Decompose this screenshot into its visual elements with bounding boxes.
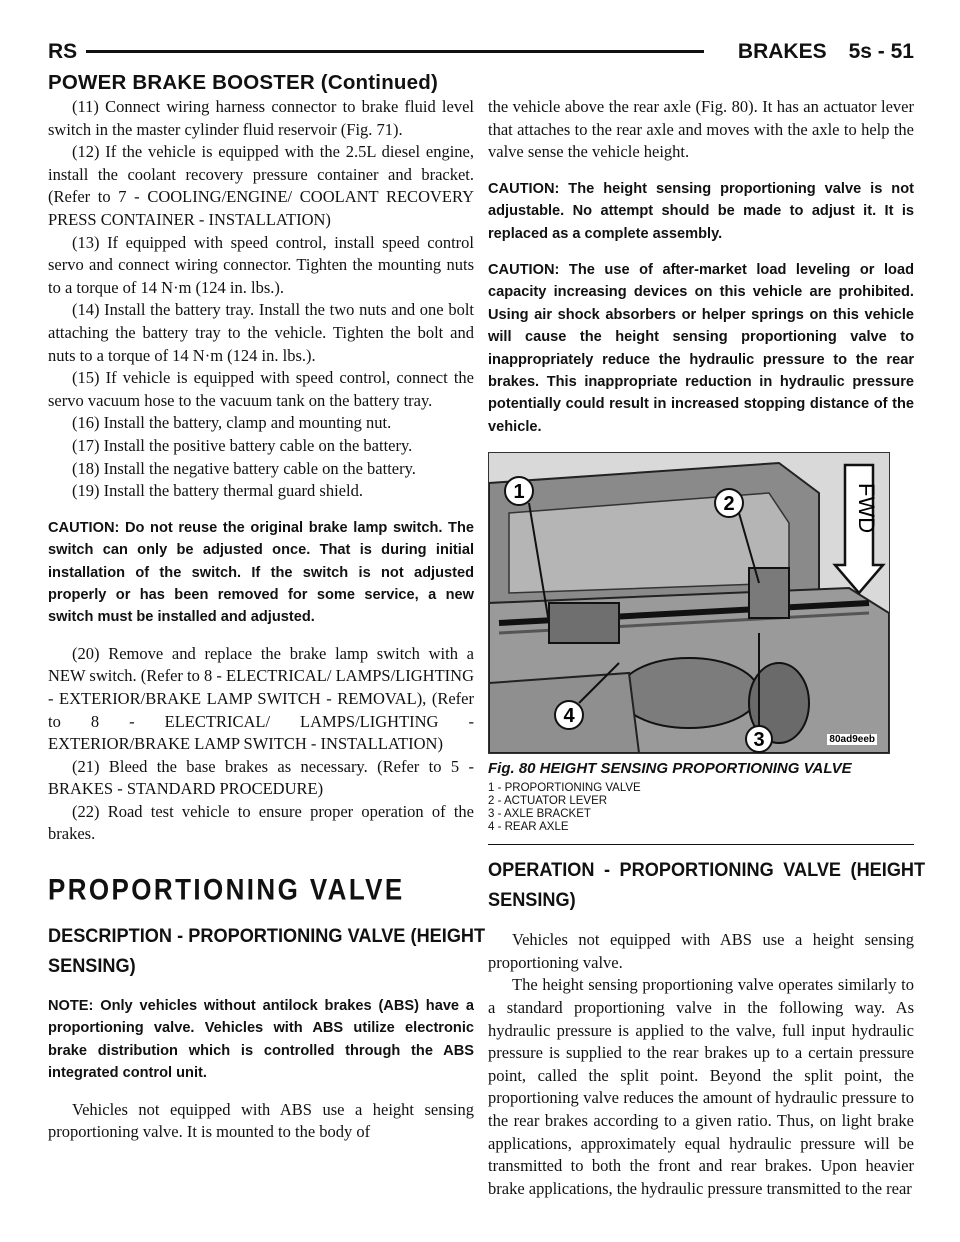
step-13: (13) If equipped with speed control, install speed control servo and connect wiring connector. Tighten the mounting nuts to a torque of 14 N·m (124 in. lbs.). — [48, 232, 474, 297]
operation-title: OPERATION - PROPORTIONING VALVE (HEIGHT SENSING) — [488, 859, 926, 912]
section-title: PROPORTIONING VALVE — [48, 872, 405, 907]
callout-1-label: 1 — [513, 481, 525, 504]
proportioning-valve-figure — [488, 452, 890, 754]
callout-2-label: 2 — [723, 493, 735, 516]
figure-illustration — [489, 453, 889, 753]
step-15: (15) If vehicle is equipped with speed control, connect the servo vacuum hose to the vacuum tank on the battery tray. — [48, 368, 474, 410]
legend-item: 3 - AXLE BRACKET — [488, 808, 591, 821]
callout-1 — [505, 477, 533, 505]
header-left: RS — [48, 40, 78, 63]
figure-caption: Fig. 80 HEIGHT SENSING PROPORTIONING VALVE — [488, 760, 852, 778]
description-continued: the vehicle above the rear axle (Fig. 80). It has an actuator lever that attaches to the rear axle and moves with the axle to help the valve sense the vehicle height. — [488, 97, 914, 162]
legend-item: 2 - ACTUATOR LEVER — [488, 795, 608, 808]
operation-paragraph-2: The height sensing proportioning valve operates similarly to a standard proportioning valve in the following way. As hydraulic pressure is applied to the valve, full input hydraulic pressure is supplied to the rear brakes up to a certain pressure point, called the split point. Beyond the split point, the proportioning valve reduces the amount of hydraulic pressure to the rear brakes according to a given ratio. Thus, on light brake applications, approximately equal hydraulic pressure will be transmitted to both the front and rear brakes. Upon heavier brake applications, the hydraulic pressure transmitted to the rear — [488, 975, 914, 1198]
step-12: (12) If the vehicle is equipped with the 2.5L diesel engine, install the coolant recovery pressure container and bracket. (Refer to 7 - COOLING/ENGINE/ COOLANT RECOVERY PRESS CONTAINER - INSTALLATION) — [48, 142, 474, 229]
brake-lamp-caution: CAUTION: Do not reuse the original brake lamp switch. The switch can only be adjusted once. That is during initial installation of the switch. If the switch is not adjusted properly or has been removed for some service, a new switch must be installed and adjusted. — [48, 519, 474, 626]
callout-2 — [715, 489, 743, 517]
right-column — [488, 96, 926, 1200]
load-leveling-caution: CAUTION: The use of after-market load leveling or load capacity increasing devices on this vehicle are prohibited. Using air shock absorbers or helper springs on this vehicle will cause the height sensing proportioning valve to inappropriately reduce the hydraulic pressure to the rear brakes. This inappropriate reduction in hydraulic pressure potentially could result in increased stopping distance of the vehicle. — [488, 262, 914, 435]
description-title: DESCRIPTION - PROPORTIONING VALVE (HEIGHT SENSING) — [48, 925, 486, 978]
callout-3-label: 3 — [753, 729, 765, 752]
description-paragraph: Vehicles not equipped with ABS use a height sensing proportioning valve. It is mounted to the body of — [48, 1099, 474, 1142]
callout-4-label: 4 — [563, 705, 575, 728]
abs-note: NOTE: Only vehicles without antilock brakes (ABS) have a proportioning valve. Vehicles with ABS utilize electronic brake distribution which is controlled through the ABS integrated control unit. — [48, 998, 474, 1082]
fwd-label: FWD — [854, 483, 879, 534]
left-column — [48, 96, 486, 1144]
figure-code: 80ad9eeb — [829, 734, 875, 746]
page-header — [48, 40, 914, 70]
header-rule — [86, 50, 704, 53]
step-17: (17) Install the positive battery cable on the battery. — [72, 435, 413, 455]
header-right — [738, 40, 914, 64]
step-18: (18) Install the negative battery cable on the battery. — [72, 458, 416, 478]
adjustment-caution: CAUTION: The height sensing proportioning valve is not adjustable. No attempt should be made to adjust it. It is replaced as a complete assembly. — [488, 180, 914, 242]
header-section: BRAKES — [737, 40, 827, 63]
step-14: (14) Install the battery tray. Install the two nuts and one bolt attaching the battery tray to the vehicle. Tighten the bolt and nuts to a torque of 14 N·m (124 in. lbs.). — [48, 300, 474, 365]
step-21: (21) Bleed the base brakes as necessary. (Refer to 5 - BRAKES - STANDARD PROCEDURE) — [48, 756, 474, 799]
step-11: (11) Connect wiring harness connector to brake fluid level switch in the master cylinder fluid reservoir (Fig. 71). — [48, 97, 474, 139]
page-number: 5s - 51 — [848, 40, 914, 63]
step-19: (19) Install the battery thermal guard shield. — [72, 481, 363, 501]
callout-4 — [555, 701, 583, 729]
legend-item: 1 - PROPORTIONING VALVE — [488, 782, 641, 795]
figure-legend — [488, 782, 914, 845]
callout-3 — [746, 726, 772, 752]
operation-paragraph-1: Vehicles not equipped with ABS use a height sensing proportioning valve. — [488, 930, 914, 972]
continued-title: POWER BRAKE BOOSTER (Continued) — [48, 71, 438, 94]
step-16: (16) Install the battery, clamp and mounting nut. — [72, 413, 392, 433]
step-20: (20) Remove and replace the brake lamp switch with a NEW switch. (Refer to 8 - ELECTRICAL/ LAMPS/LIGHTING - EXTERIOR/BRAKE LAMP SWITCH - REMOVAL), (Refer to 8 - ELECTRICAL/ LAMPS/LIGHTING - EXTERIOR/BRAKE LAMP SWITCH - INSTALLATION) — [48, 643, 474, 754]
legend-item: 4 - REAR AXLE — [488, 821, 569, 834]
step-22: (22) Road test vehicle to ensure proper operation of the brakes. — [48, 801, 474, 844]
